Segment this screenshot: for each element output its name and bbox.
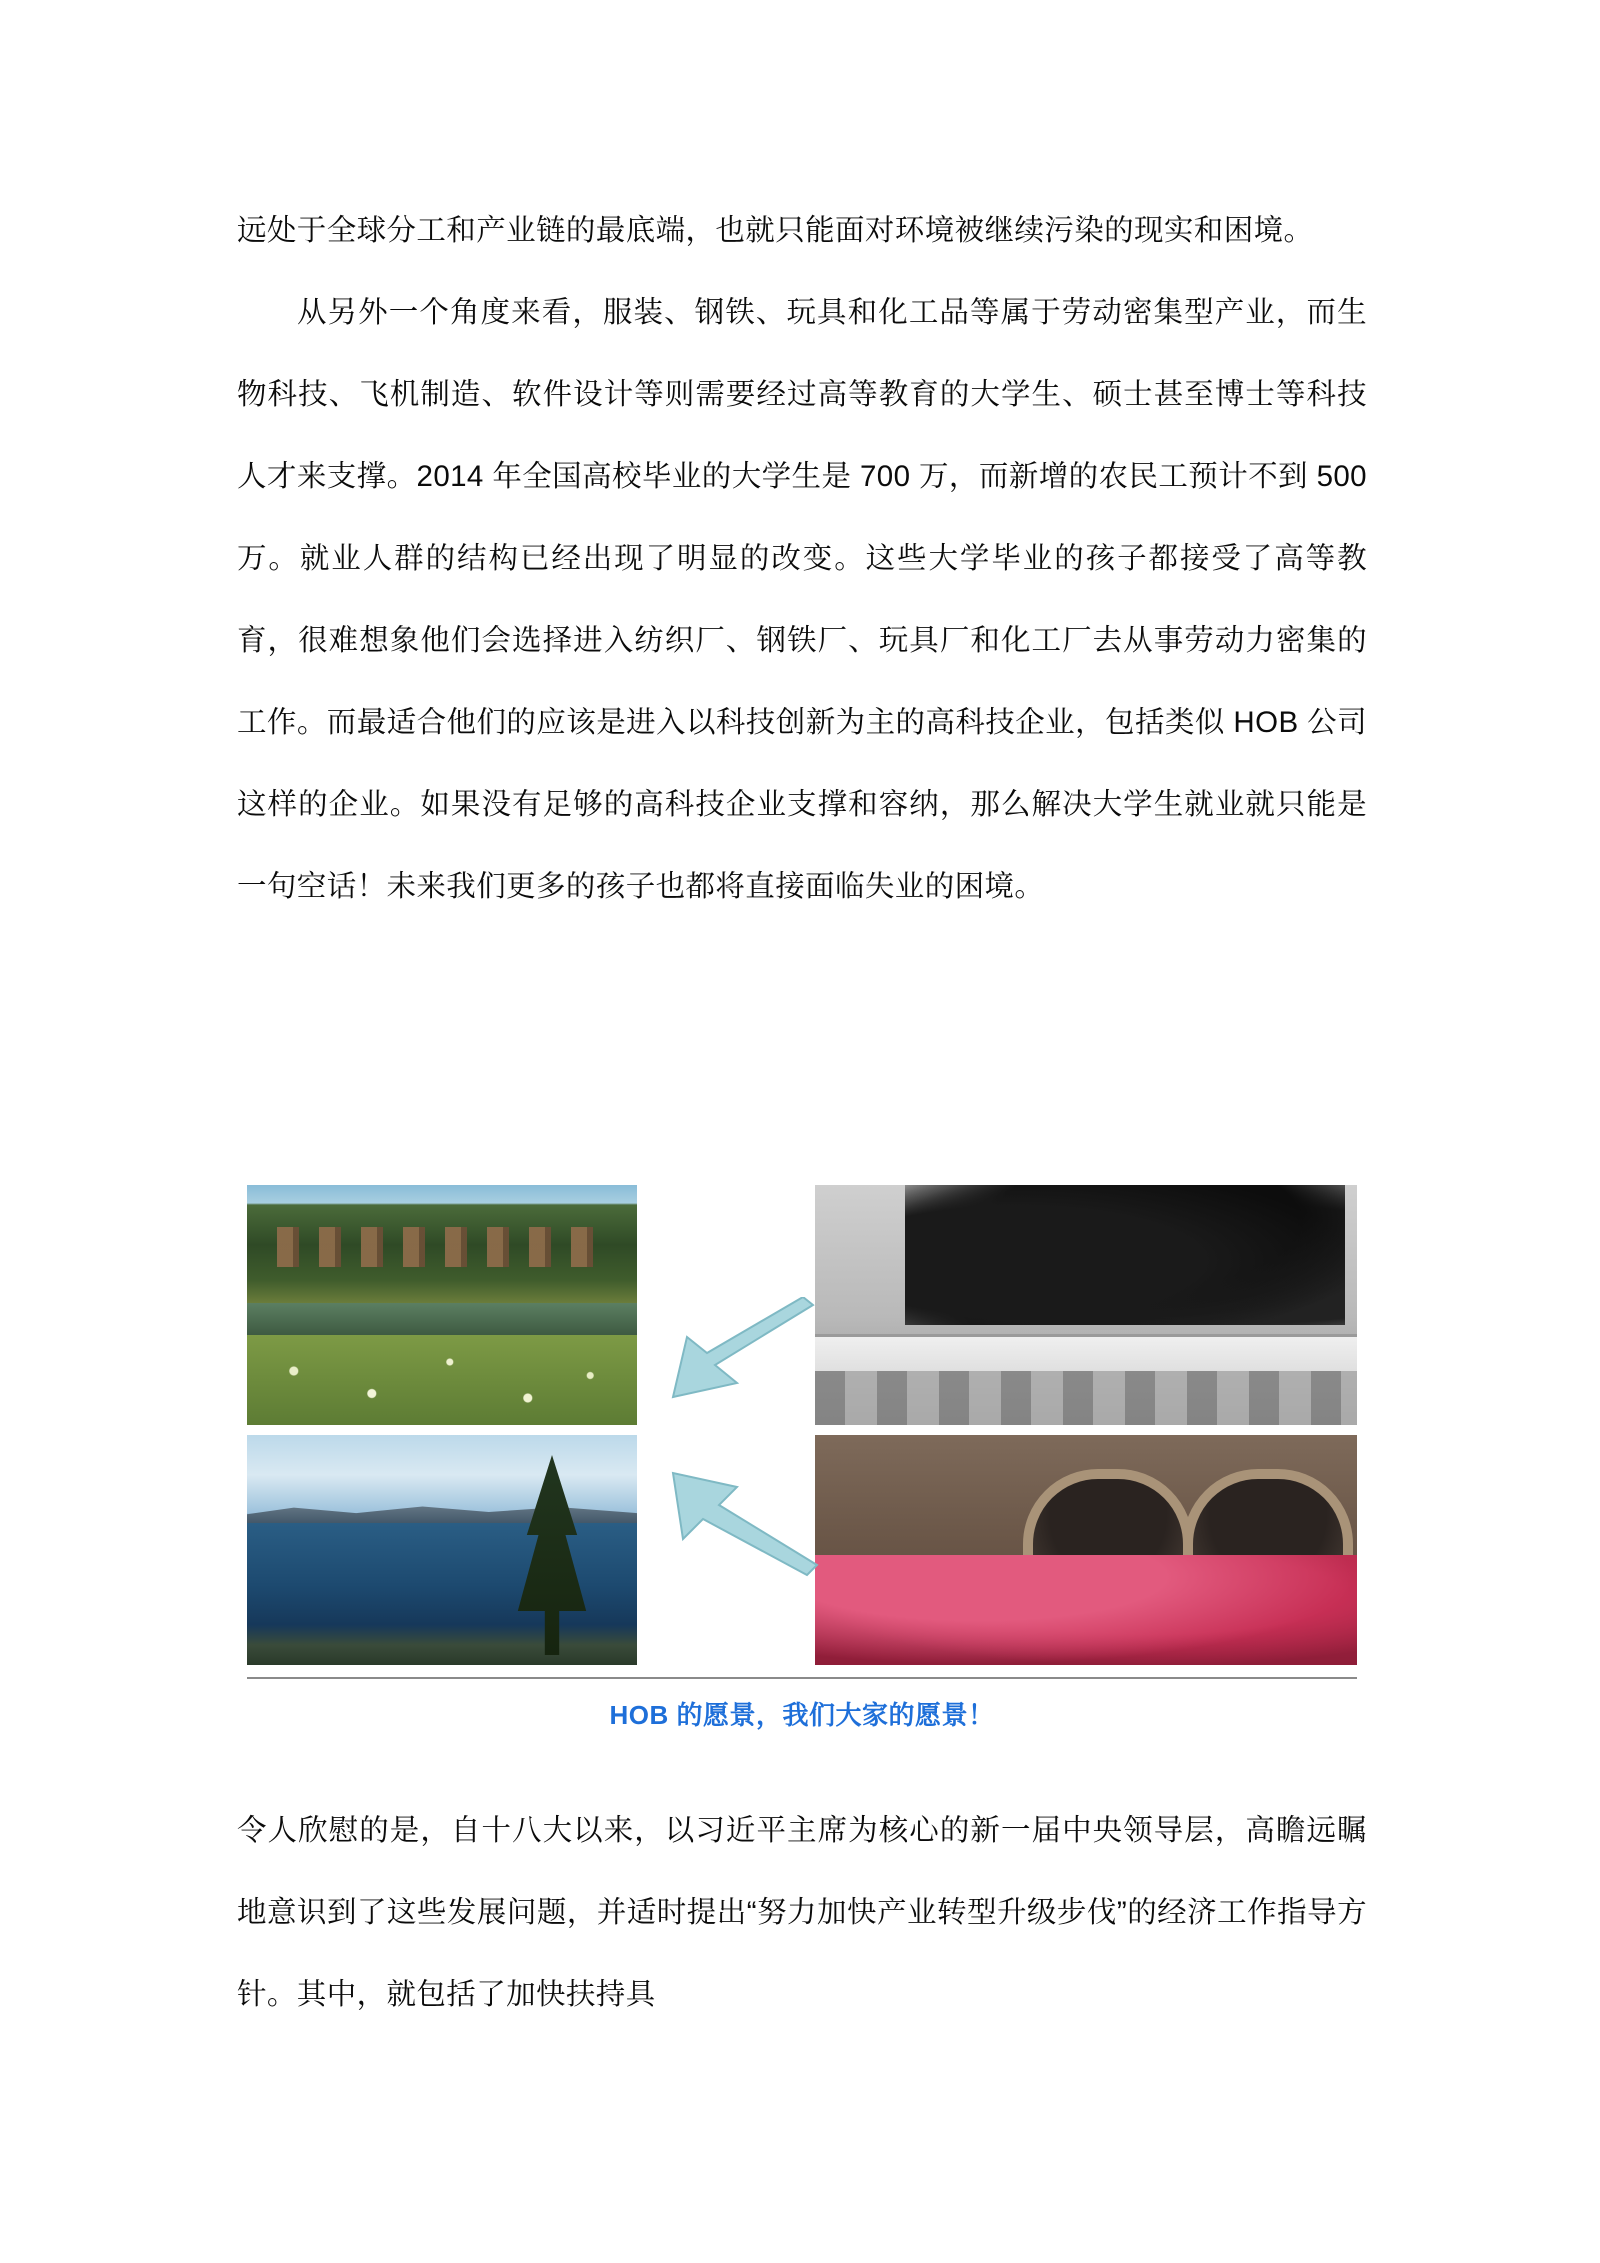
red-wastewater-detail	[815, 1555, 1357, 1665]
forest-village-lake-photo	[247, 1185, 637, 1425]
red-polluted-water-pipe-photo	[815, 1435, 1357, 1665]
body-text-bottom	[237, 1790, 1367, 2036]
paragraph-2: 从另外一个角度来看，服装、钢铁、玩具和化工品等属于劳动密集型产业，而生物科技、飞机制造、软件设计等则需要经过高等教育的大学生、硕士甚至博士等科技人才来支撑。2014 年全国高校毕业的大学生是 700 万，而新增的农民工预计不到 500 万。就业人群的结构已经出现了明显的改变。这些大学毕业的孩子都接受了高等教育，很难想象他们会选择进入纺织厂、钢铁厂、玩具厂和化工厂去从事劳动力密集的工作。而最适合他们的应该是进入以科技创新为主的高科技企业，包括类似 HOB 公司这样的企业。如果没有足够的高科技企业支撑和容纳，那么解决大学生就业就只能是一句空话！未来我们更多的孩子也都将直接面临失业的困境。	[237, 296, 1367, 903]
black-smoke-detail	[905, 1185, 1345, 1325]
clean-lake-mountain-photo	[247, 1435, 637, 1665]
body-text-top	[237, 190, 1367, 928]
flower-meadow-detail	[247, 1335, 637, 1425]
village-houses-detail	[277, 1227, 607, 1267]
figure-caption: HOB 的愿景，我们大家的愿景！	[609, 1700, 995, 1730]
arrow-lower-left-icon	[645, 1447, 820, 1577]
arrow-upper-left-icon	[645, 1297, 815, 1407]
image-collage	[247, 1185, 1357, 1665]
factory-building-detail	[815, 1334, 1357, 1425]
mountain-ridge-detail	[247, 1501, 637, 1523]
figure-vision-collage	[247, 1185, 1357, 1730]
paragraph-1: 远处于全球分工和产业链的最底端，也就只能面对环境被继续污染的现实和困境。	[237, 214, 1314, 247]
paragraph-3: 令人欣慰的是，自十八大以来，以习近平主席为核心的新一届中央领导层，高瞻远瞩地意识到了这些发展问题，并适时提出“努力加快产业转型升级步伐”的经济工作指导方针。其中，就包括了加快扶持具	[237, 1814, 1367, 2011]
conifer-tree-detail	[507, 1455, 597, 1655]
factory-black-smoke-photo	[815, 1185, 1357, 1425]
figure-divider	[247, 1677, 1357, 1679]
